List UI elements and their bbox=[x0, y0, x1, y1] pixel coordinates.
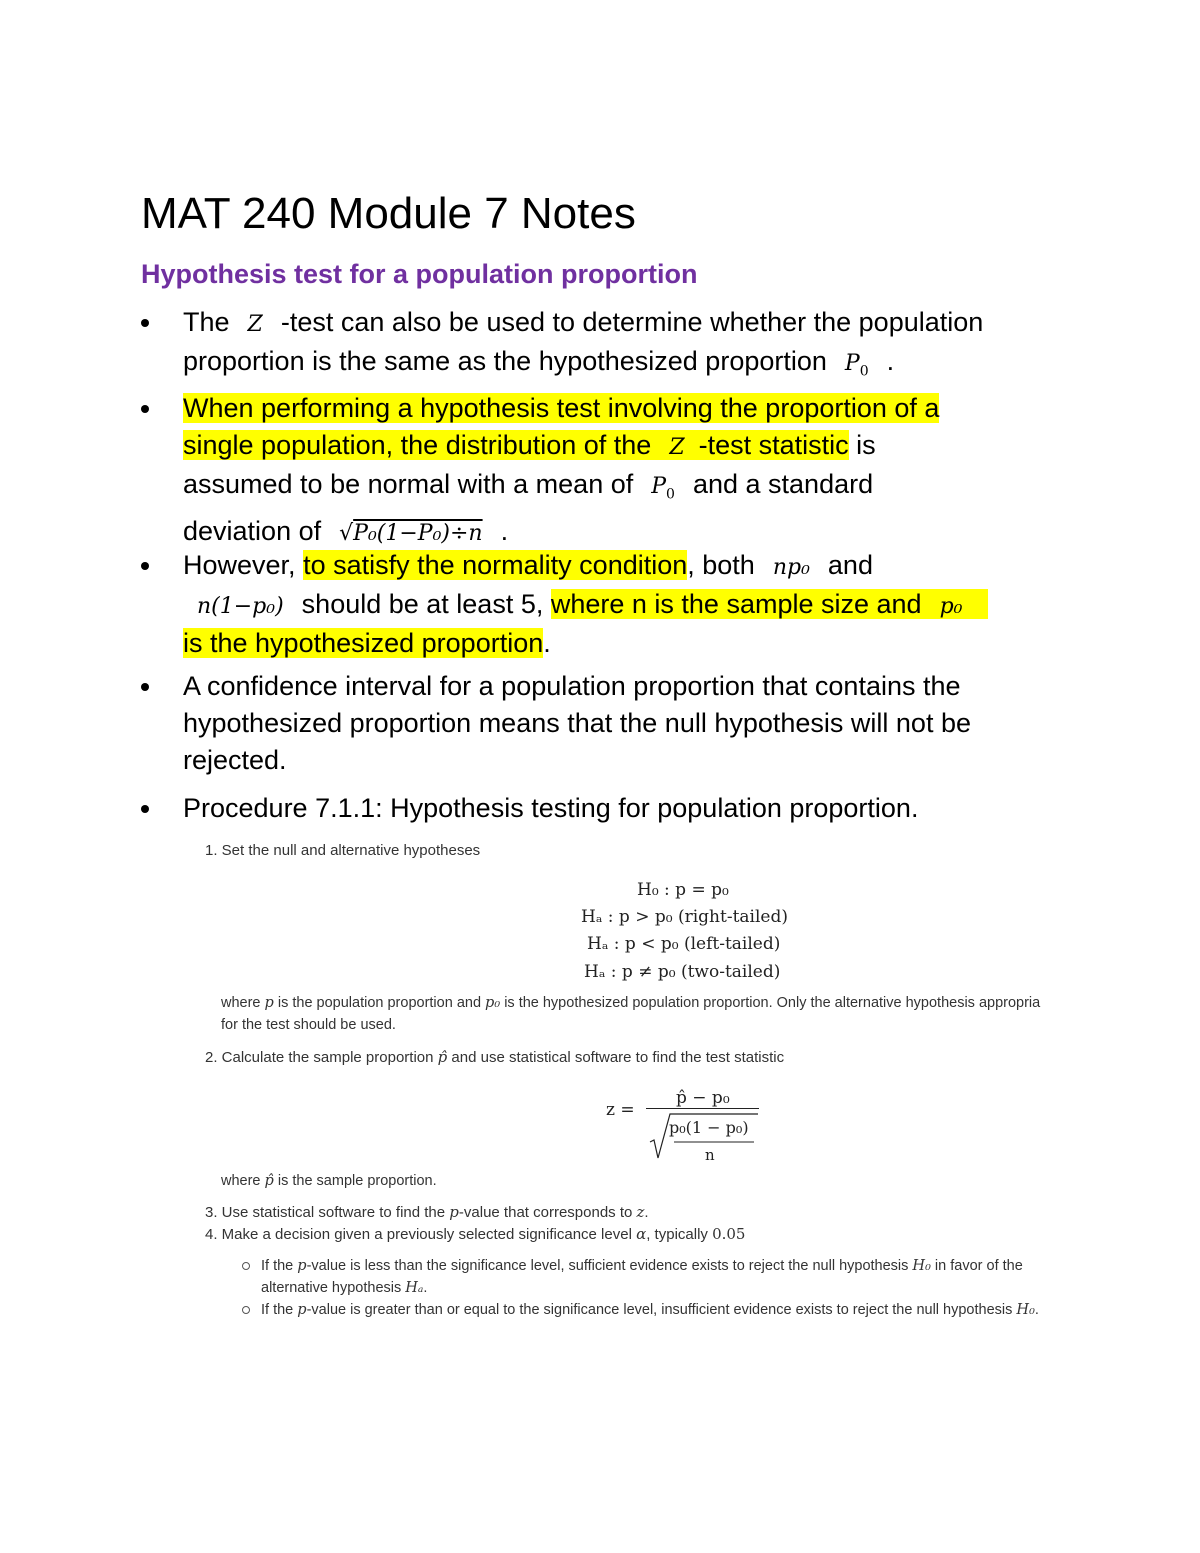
bullet-text: Procedure 7.1.1: Hypothesis testing for population proportion. bbox=[183, 793, 919, 823]
bullet-text: The bbox=[183, 307, 230, 337]
list-item bbox=[183, 790, 1083, 827]
bullet-dot-icon bbox=[141, 405, 149, 413]
procedure-substep-1b: alternative hypothesis Hₐ. bbox=[261, 1280, 428, 1296]
bullet-dot-icon bbox=[141, 562, 149, 570]
math-z: Z bbox=[669, 435, 685, 460]
math-p0: $P_0$ bbox=[844, 351, 869, 380]
procedure-substep-1: If the p-value is less than the significance level, sufficient evidence exists to reject the null hypothesis H₀ in favor of the bbox=[261, 1258, 1023, 1274]
section-heading: Hypothesis test for a population proportion bbox=[141, 259, 698, 289]
math-np0: np₀ bbox=[772, 555, 810, 580]
bullet-dot-icon bbox=[141, 683, 149, 691]
bullet-text: A confidence interval for a population proportion that contains the bbox=[183, 671, 961, 701]
bullet-text: should be at least 5, bbox=[301, 589, 544, 619]
list-item bbox=[183, 668, 1083, 779]
highlighted-text: single population, the distribution of the Z -test statistic bbox=[183, 430, 849, 460]
sub-bullet-circle-icon bbox=[242, 1306, 250, 1314]
page-title: MAT 240 Module 7 Notes bbox=[141, 189, 636, 238]
highlighted-text: When performing a hypothesis test involving the proportion of a bbox=[183, 393, 940, 423]
fraction-bar bbox=[646, 1108, 759, 1109]
procedure-note-1b: for the test should be used. bbox=[221, 1017, 396, 1033]
math-p0: p₀ bbox=[939, 594, 963, 619]
bullet-text: -test can also be used to determine whether the population bbox=[280, 307, 984, 337]
procedure-step-3: 3. Use statistical software to find the p-value that corresponds to z. bbox=[205, 1203, 649, 1221]
math-z: Z bbox=[247, 312, 263, 337]
hypothesis-right-tailed: Hₐ : p > p₀ (right-tailed) bbox=[581, 907, 788, 927]
highlighted-text: to satisfy the normality condition bbox=[303, 550, 688, 580]
list-item bbox=[183, 390, 1083, 552]
list-item bbox=[183, 304, 1083, 390]
hypothesis-left-tailed: Hₐ : p < p₀ (left-tailed) bbox=[587, 934, 781, 954]
z-formula-lhs: z = bbox=[606, 1100, 635, 1120]
procedure-note-2: where p̂ is the sample proportion. bbox=[221, 1173, 437, 1189]
bullet-text: assumed to be normal with a mean of bbox=[183, 469, 634, 499]
bullet-dot-icon bbox=[141, 319, 149, 327]
math-n1p0: n(1−p₀) bbox=[197, 594, 284, 619]
z-formula-den-denominator: n bbox=[705, 1146, 715, 1164]
highlighted-text: where n is the sample size and p₀ bbox=[551, 589, 988, 619]
z-formula-den-numerator: p₀(1 − p₀) bbox=[669, 1118, 749, 1137]
math-std-dev: √P₀(1−P₀)÷n bbox=[339, 521, 483, 547]
bullet-text: , both bbox=[687, 550, 755, 580]
procedure-substep-2: If the p-value is greater than or equal to the significance level, insufficient evidence exists to reject the null hypothesis H₀. bbox=[261, 1302, 1039, 1318]
bullet-dot-icon bbox=[141, 805, 149, 813]
list-item bbox=[183, 547, 1083, 662]
bullet-text: . bbox=[500, 516, 509, 547]
bullet-text: proportion is the same as the hypothesized proportion bbox=[183, 346, 827, 376]
bullet-text: . bbox=[543, 628, 551, 658]
procedure-step-4: 4. Make a decision given a previously selected significance level α, typically 0.05 bbox=[205, 1225, 746, 1243]
bullet-text: deviation of bbox=[183, 516, 322, 547]
procedure-step-1: 1. Set the null and alternative hypotheses bbox=[205, 842, 481, 859]
bullet-text: hypothesized proportion means that the null hypothesis will not be bbox=[183, 708, 971, 738]
procedure-step-2: 2. Calculate the sample proportion p̂ and use statistical software to find the test statistic bbox=[205, 1048, 785, 1066]
z-formula-numerator: p̂ − p₀ bbox=[676, 1088, 730, 1108]
bullet-text: rejected. bbox=[183, 745, 287, 775]
procedure-note-1: where p is the population proportion and p₀ is the hypothesized population proportion. Only the alternative hypothesis appropria bbox=[221, 995, 1041, 1011]
bullet-text: is bbox=[856, 430, 876, 460]
highlighted-text: is the hypothesized proportion bbox=[183, 628, 544, 658]
sub-bullet-circle-icon bbox=[242, 1262, 250, 1270]
math-mean: $P_0$ bbox=[651, 474, 675, 503]
bullet-text: However, bbox=[183, 550, 296, 580]
bullet-text: and bbox=[827, 550, 873, 580]
hypothesis-null: H₀ : p = p₀ bbox=[637, 880, 729, 900]
bullet-text: . bbox=[886, 346, 895, 376]
bullet-text: and a standard bbox=[692, 469, 874, 499]
hypothesis-two-tailed: Hₐ : p ≠ p₀ (two-tailed) bbox=[584, 962, 781, 982]
